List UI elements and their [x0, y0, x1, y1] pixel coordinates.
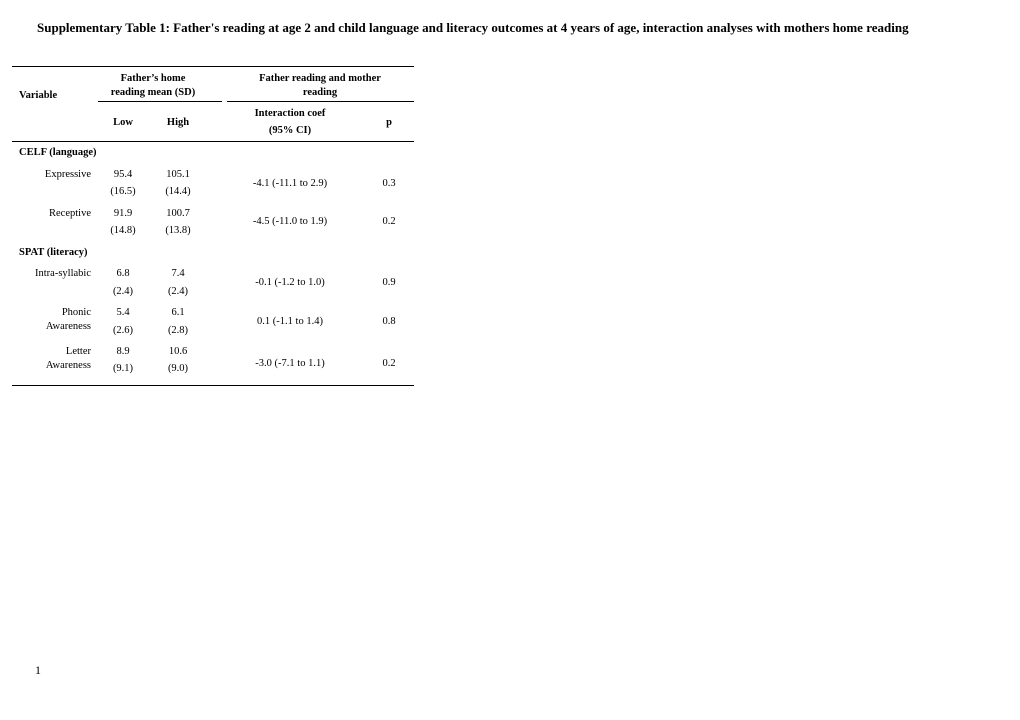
high-sd: (13.8)	[165, 225, 191, 236]
row-label-line2: Awareness	[45, 321, 91, 332]
row-label: Receptive	[49, 208, 91, 219]
interaction-coef: -0.1 (-1.2 to 1.0)	[255, 277, 325, 288]
top-rule	[12, 66, 414, 67]
header-coef-line2: (95% CI)	[268, 125, 312, 136]
header-variable: Variable	[19, 90, 58, 101]
p-value: 0.3	[382, 178, 396, 189]
section-label: SPAT (literacy)	[19, 247, 88, 258]
low-mean: 6.8	[116, 268, 130, 279]
header-group1-line1: Father’s home	[120, 73, 186, 84]
header-low: Low	[113, 117, 133, 128]
high-mean: 105.1	[166, 169, 190, 180]
row-label-line2: Awareness	[45, 360, 91, 371]
header-p: p	[386, 117, 392, 128]
high-mean: 100.7	[166, 208, 190, 219]
bottom-rule	[12, 385, 414, 386]
interaction-coef: -4.1 (-11.1 to 2.9)	[252, 178, 328, 189]
interaction-coef: -3.0 (-7.1 to 1.1)	[255, 358, 325, 369]
low-sd: (2.4)	[112, 286, 134, 297]
header-group1-line2: reading mean (SD)	[110, 87, 196, 98]
table-title: Supplementary Table 1: Father's reading at age 2 and child language and literacy outcomes at 4 years of age, interaction analyses with mothers home reading	[37, 20, 909, 35]
low-mean: 5.4	[116, 307, 130, 318]
group1-underline	[98, 101, 222, 102]
page-number: 1	[35, 663, 41, 677]
header-coef-line1: Interaction coef	[254, 108, 326, 119]
header-group2-line2: reading	[302, 87, 338, 98]
high-mean: 7.4	[171, 268, 185, 279]
p-value: 0.9	[382, 277, 396, 288]
section-label: CELF (language)	[19, 147, 97, 158]
row-label: Intra-syllabic	[35, 268, 91, 279]
high-mean: 10.6	[168, 346, 188, 357]
row-label: Expressive	[44, 169, 91, 180]
low-sd: (14.8)	[110, 225, 136, 236]
header-group2-line1: Father reading and mother	[259, 73, 381, 84]
row-label-line1: Phonic	[61, 307, 91, 318]
p-value: 0.2	[382, 216, 396, 227]
header-bottom-rule	[12, 141, 414, 142]
low-sd: (2.6)	[112, 325, 134, 336]
high-sd: (2.4)	[167, 286, 189, 297]
group2-underline	[227, 101, 414, 102]
high-sd: (2.8)	[167, 325, 189, 336]
low-mean: 8.9	[116, 346, 130, 357]
interaction-coef: 0.1 (-1.1 to 1.4)	[257, 316, 323, 327]
row-label-line1: Letter	[65, 346, 91, 357]
high-sd: (9.0)	[167, 363, 189, 374]
p-value: 0.8	[382, 316, 396, 327]
high-mean: 6.1	[171, 307, 185, 318]
p-value: 0.2	[382, 358, 396, 369]
low-sd: (9.1)	[112, 363, 134, 374]
header-high: High	[166, 117, 190, 128]
low-mean: 95.4	[113, 169, 133, 180]
low-sd: (16.5)	[110, 186, 136, 197]
low-mean: 91.9	[113, 208, 133, 219]
interaction-coef: -4.5 (-11.0 to 1.9)	[252, 216, 328, 227]
high-sd: (14.4)	[165, 186, 191, 197]
